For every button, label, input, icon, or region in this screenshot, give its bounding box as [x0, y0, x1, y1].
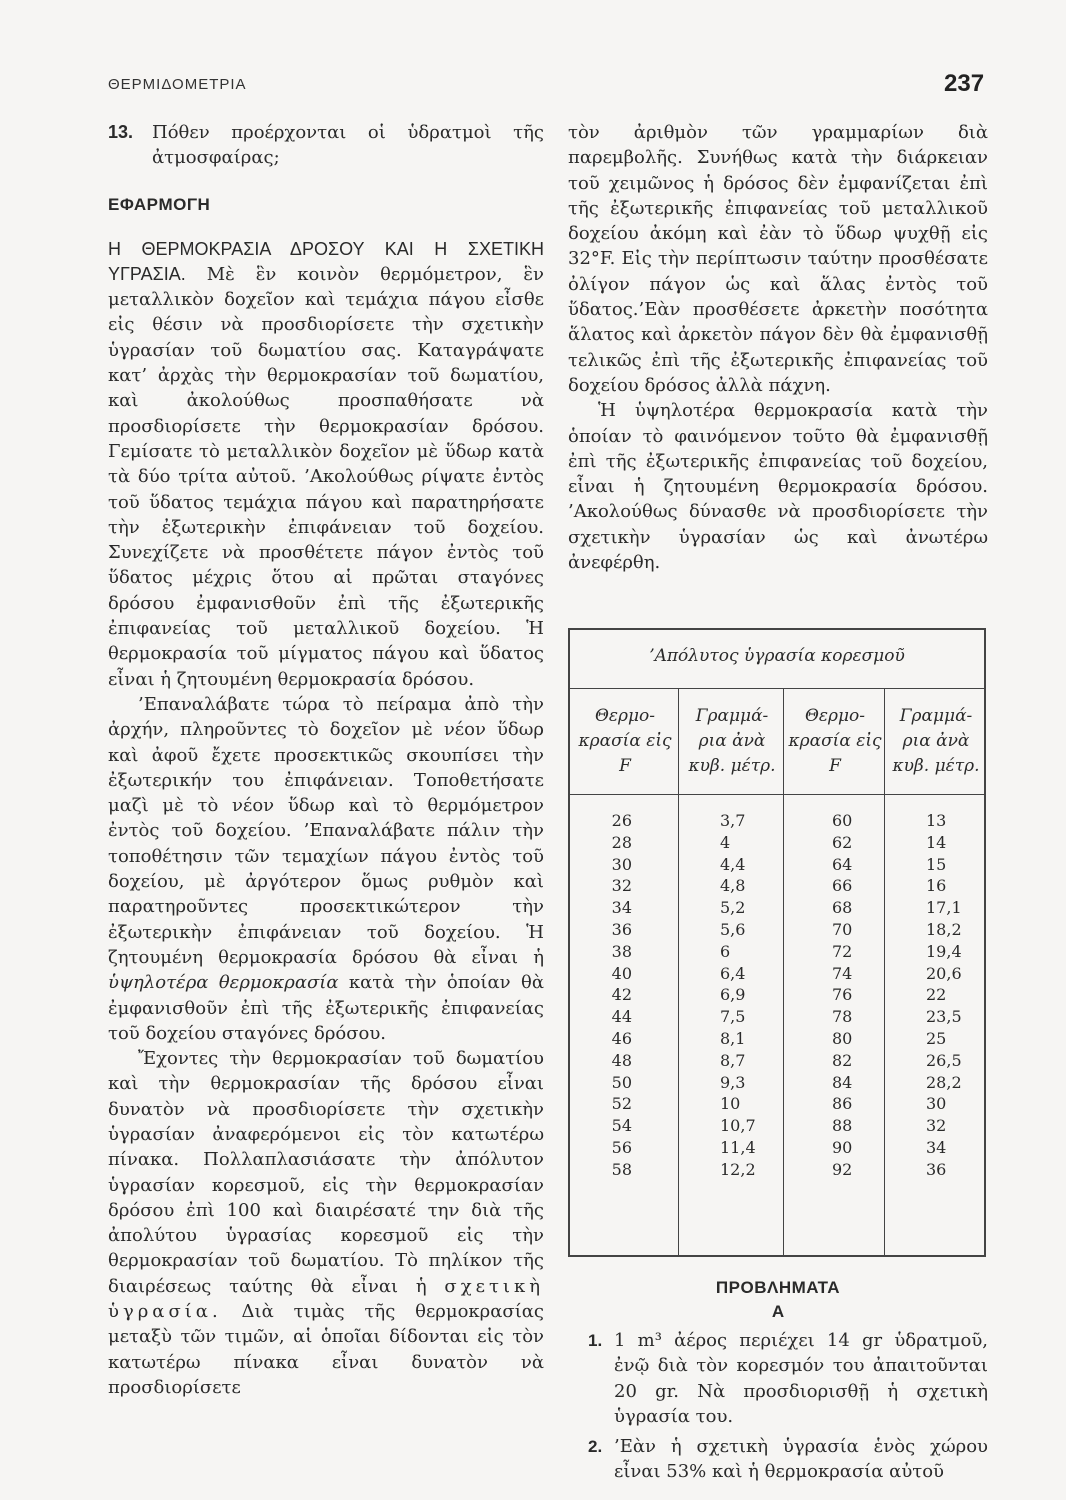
- table-cell: 23,5: [926, 1007, 962, 1027]
- paragraph-2-text-b: κατὰ τὴν ὁποίαν θὰ ἐμφανισθοῦν ἐπὶ τῆς ἐξωτερικῆς ἐπιφανείας τοῦ δοχείου σταγόνες δρόσου.: [108, 972, 544, 1044]
- table-cell: 12,2: [720, 1159, 756, 1179]
- problem-text: ’Εὰν ἡ σχετικὴ ὑγρασία ἑνὸς χώρου εἶναι 53% καὶ ἡ θερμοκρασία αὐτοῦ: [614, 1436, 988, 1483]
- question-number: 13.: [108, 122, 134, 142]
- table-cell: 42: [611, 985, 632, 1005]
- table-cell: 18,2: [926, 919, 962, 939]
- table-cell: 26: [611, 811, 632, 830]
- table-divider: [884, 688, 885, 1255]
- table-cell: 30: [611, 854, 632, 874]
- table-cell: 76: [832, 985, 853, 1005]
- table-cell: 10: [720, 1094, 741, 1114]
- table-cell: 5,2: [720, 898, 746, 918]
- table-cell: 4,4: [720, 854, 746, 874]
- table-cell: 46: [611, 1028, 632, 1048]
- table-cell: 50: [611, 1072, 632, 1092]
- table-cell: 80: [832, 1028, 853, 1048]
- right-column: [568, 120, 988, 575]
- emphasis-relative-humidity: σχετικὴ ὑγρασία.: [108, 1275, 544, 1323]
- table-cell: 36: [926, 1159, 947, 1179]
- table-cell: 58: [611, 1159, 632, 1179]
- table-cell: 10,7: [720, 1116, 756, 1136]
- problem-number: 1.: [588, 1331, 603, 1350]
- table-cell: 92: [832, 1159, 853, 1179]
- table-cell: 88: [832, 1116, 853, 1136]
- table-cell: 52: [611, 1094, 632, 1114]
- table-divider: [783, 688, 784, 1255]
- table-divider: [678, 688, 679, 1255]
- table-header-grams-2: Γραμμά-ρια ἀνὰ κυβ. μέτρ.: [892, 706, 980, 776]
- table-cell: 62: [832, 832, 853, 852]
- table-cell: 3,7: [720, 811, 746, 830]
- table-cell: 28,2: [926, 1072, 962, 1092]
- problem-number: 2.: [588, 1437, 603, 1456]
- table-cell: 6: [720, 941, 731, 961]
- paragraph-1-text: Μὲ ἓν κοινὸν θερμόμετρον, ἓν μεταλλικὸν δοχεῖον καὶ τεμάχια πάγου εἶσθε εἰς θέσιν νὰ προσδιορίσετε τὴν σχετικὴν ὑγρασίαν τοῦ δωματίου σας. Καταγράψατε κατ’ ἀρχὰς τὴν θερμοκρασίαν τοῦ δωματίου, καὶ ἀκολούθως προσπαθήσατε νὰ προσδιορίσετε τὴν θερμοκρασίαν δρόσου. Γεμίσατε τὸ μεταλλικὸν δοχεῖον μὲ ὕδωρ κατὰ τὰ δύο τρίτα αὐτοῦ. ’Ακολούθως ρίψατε ἐντὸς τοῦ ὕδατος τεμάχια πάγου καὶ παρατηρήσατε τὴν ἐξωτερικὴν ἐπιφάνειαν τοῦ δοχείου. Συνεχίζετε νὰ προσθέτετε πάγον ἐντὸς τοῦ ὕδατος μέχρις ὅτου αἱ πρῶται σταγόνες δρόσου ἐμφανισθοῦν ἐπὶ τῆς ἐξωτερικῆς ἐπιφανείας τοῦ μεταλλικοῦ δοχείου. Ἡ θερμοκρασία τοῦ μίγματος πάγου καὶ ὕδατος εἶναι ἡ ζητουμένη θερμοκρασία δρόσου.: [108, 263, 544, 690]
- emphasis-highest-temperature: ὑψηλοτέρα θερμοκρασία: [108, 972, 339, 994]
- table-cell: 70: [832, 919, 853, 939]
- table-cell: 36: [611, 919, 632, 939]
- table-cell: 72: [832, 941, 853, 961]
- table-cell: 90: [832, 1137, 853, 1157]
- question-13: [108, 120, 544, 171]
- section-title: Η ΘΕΡΜΟΚΡΑΣΙΑ ΔΡΟΣΟΥ ΚΑΙ Η ΣΧΕΤΙΚΗ ΥΓΡΑΣΙΑ.: [108, 238, 544, 284]
- table-rule: [570, 688, 984, 689]
- table-cell: 25: [926, 1028, 947, 1048]
- table-cell: 28: [611, 832, 632, 852]
- table-cell: 4,8: [720, 876, 746, 896]
- table-cell: 64: [832, 854, 853, 874]
- humidity-table: [568, 628, 986, 1257]
- column-temp-2: [832, 810, 872, 1181]
- table-cell: 34: [926, 1137, 947, 1157]
- table-cell: 54: [611, 1116, 632, 1136]
- table-cell: 14: [926, 832, 947, 852]
- table-cell: 9,3: [720, 1072, 746, 1092]
- question-text: Πόθεν προέρχονται οἱ ὑδρατμοὶ τῆς ἀτμοσφαίρας;: [152, 122, 544, 169]
- table-cell: 60: [832, 811, 853, 830]
- table-cell: 7,5: [720, 1007, 746, 1027]
- table-cell: 68: [832, 898, 853, 918]
- table-header-temp-2: Θερμο-κρασία εἰς F: [788, 706, 882, 776]
- table-cell: 84: [832, 1072, 853, 1092]
- table-cell: 74: [832, 963, 853, 983]
- table-cell: 20,6: [926, 963, 962, 983]
- table-cell: 22: [926, 985, 947, 1005]
- table-cell: 40: [611, 963, 632, 983]
- table-cell: 19,4: [926, 941, 962, 961]
- application-heading: ΕΦΑΡΜΟΓΗ: [108, 194, 211, 214]
- problems-heading: ΠΡΟΒΛΗΜΑΤΑ: [715, 1278, 841, 1297]
- column-temp-1: [590, 810, 632, 1181]
- running-header-section: ΘΕΡΜΙΔΟΜΕΤΡΙΑ: [108, 76, 247, 93]
- table-cell: 11,4: [720, 1137, 756, 1157]
- table-cell: 38: [611, 941, 632, 961]
- table-cell: 82: [832, 1050, 853, 1070]
- column-grams-2: [926, 810, 980, 1181]
- table-rule: [570, 794, 984, 795]
- table-cell: 30: [926, 1094, 947, 1114]
- application-paragraph-1: [108, 237, 544, 692]
- table-cell: 6,9: [720, 985, 746, 1005]
- table-cell: 66: [832, 876, 853, 896]
- paragraph-2-text-a: ’Επαναλάβατε τώρα τὸ πείραμα ἀπὸ τὴν ἀρχήν, πληροῦντες τὸ δοχεῖον μὲ νέον ὕδωρ καὶ ἀφοῦ ἔχετε προσεκτικῶς σκουπίσει τὴν ἐξωτερικήν του ἐπιφάνειαν. Τοποθετήσατε μαζὶ μὲ τὸ νέον ὕδωρ καὶ τὸ θερμόμετρον ἐντὸς τοῦ δοχείου. ’Επαναλάβατε πάλιν τὴν τοποθέτησιν τῶν τεμαχίων πάγου ἐντὸς τοῦ δοχείου, μὲ ἀργότερον ὅμως ρυθμὸν καὶ παρατηροῦντες προσεκτικώτερον τὴν ἐξωτερικὴν ἐπιφάνειαν τοῦ δοχείου. Ἡ ζητουμένη θερμοκρασία δρόσου θὰ εἶναι ἡ: [108, 693, 544, 968]
- application-paragraph-3: [108, 1046, 544, 1400]
- table-cell: 34: [611, 898, 632, 918]
- column-grams-1: [720, 810, 776, 1181]
- table-cell: 4: [720, 832, 731, 852]
- table-cell: 13: [926, 811, 947, 830]
- left-column: [108, 120, 544, 1400]
- paragraph-3-text-b: Διὰ τιμὰς τῆς θερμοκρασίας μεταξὺ τῶν τιμῶν, αἱ ὁποῖαι δίδονται εἰς τὸν κατωτέρω πίνακα εἶναι δυνατὸν νὰ προσδιορίσετε: [108, 1301, 544, 1398]
- table-cell: 86: [832, 1094, 853, 1114]
- application-paragraph-2: [108, 692, 544, 1046]
- table-cell: 8,1: [720, 1028, 746, 1048]
- table-title: ’Απόλυτος ὑγρασία κορεσμοῦ: [649, 646, 905, 666]
- table-cell: 56: [611, 1137, 632, 1157]
- table-cell: 17,1: [926, 898, 962, 918]
- table-header-grams-1: Γραμμά-ρια ἀνὰ κυβ. μέτρ.: [688, 706, 776, 776]
- table-cell: 32: [926, 1116, 947, 1136]
- table-cell: 15: [926, 854, 947, 874]
- paragraph-3-text-a: Ἔχοντες τὴν θερμοκρασίαν τοῦ δωματίου καὶ τὴν θερμοκρασίαν τῆς δρόσου εἶναι δυνατὸν νὰ προσδιορίσετε τὴν σχετικὴν ὑγρασίαν ἀναφερόμενοι εἰς τὸν κατωτέρω πίνακα. Πολλαπλασιάσατε τὴν ἀπόλυτον ὑγρασίαν κορεσμοῦ, εἰς τὴν θερμοκρασίαν δρόσου ἐπὶ 100 καὶ διαιρέσατέ την διὰ τῆς ἀπολύτου ὑγρασίας κορεσμοῦ εἰς τὴν θερμοκρασίαν τοῦ δωματίου. Τὸ πηλίκον τῆς διαιρέσεως ταύτης θὰ εἶναι ἡ: [108, 1048, 544, 1297]
- table-header-temp-1: Θερμο-κρασία εἰς F: [578, 706, 672, 776]
- table-cell: 32: [611, 876, 632, 896]
- right-paragraph-1: τὸν ἀριθμὸν τῶν γραμμαρίων διὰ παρεμβολῆς. Συνήθως κατὰ τὴν διάρκειαν τοῦ χειμῶνος ἡ δρόσος δὲν ἐμφανίζεται ἐπὶ τῆς ἐξωτερικῆς ἐπιφανείας τοῦ μεταλλικοῦ δοχείου ἀκόμη καὶ ἐὰν τὸ ὕδωρ ψυχθῇ εἰς 32°F. Εἰς τὴν περίπτωσιν ταύτην προσθέσατε ὀλίγον πάγον ὡς καὶ ἅλας ἐντὸς τοῦ ὕδατος.’Εὰν προσθέσετε ἀρκετὴν ποσότητα ἅλατος καὶ ἀρκετὸν πάγον δὲν θὰ ἐμφανισθῇ τελικῶς ἐπὶ τῆς ἐξωτερικῆς ἐπιφανείας τοῦ δοχείου δρόσος ἀλλὰ πάχνη.: [568, 122, 988, 396]
- table-cell: 44: [611, 1007, 632, 1027]
- right-paragraph-2: Ἡ ὑψηλοτέρα θερμοκρασία κατὰ τὴν ὁποίαν τὸ φαινόμενον τοῦτο θὰ ἐμφανισθῇ ἐπὶ τῆς ἐξωτερικῆς ἐπιφανείας τοῦ δοχείου, εἶναι ἡ ζητουμένη θερμοκρασία δρόσου. ’Ακολούθως δύνασθε νὰ προσδιορίσετε τὴν σχετικὴν ὑγρασίαν ὡς καὶ ἀνωτέρω ἀνεφέρθη.: [568, 400, 988, 574]
- page-number: 237: [944, 70, 985, 97]
- table-cell: 48: [611, 1050, 632, 1070]
- problem-2: [588, 1434, 988, 1485]
- table-cell: 6,4: [720, 963, 746, 983]
- problem-1: [588, 1328, 988, 1429]
- table-cell: 26,5: [926, 1050, 962, 1070]
- table-cell: 5,6: [720, 919, 746, 939]
- table-cell: 78: [832, 1007, 853, 1027]
- table-cell: 8,7: [720, 1050, 746, 1070]
- problems-group: Α: [771, 1302, 785, 1321]
- problem-text: 1 m³ ἀέρος περιέχει 14 gr ὑδρατμοῦ, ἐνῷ διὰ τὸν κορεσμόν του ἀπαιτοῦνται 20 gr. Νὰ προσδιορισθῇ ἡ σχετικὴ ὑγρασία του.: [614, 1330, 988, 1427]
- table-cell: 16: [926, 876, 947, 896]
